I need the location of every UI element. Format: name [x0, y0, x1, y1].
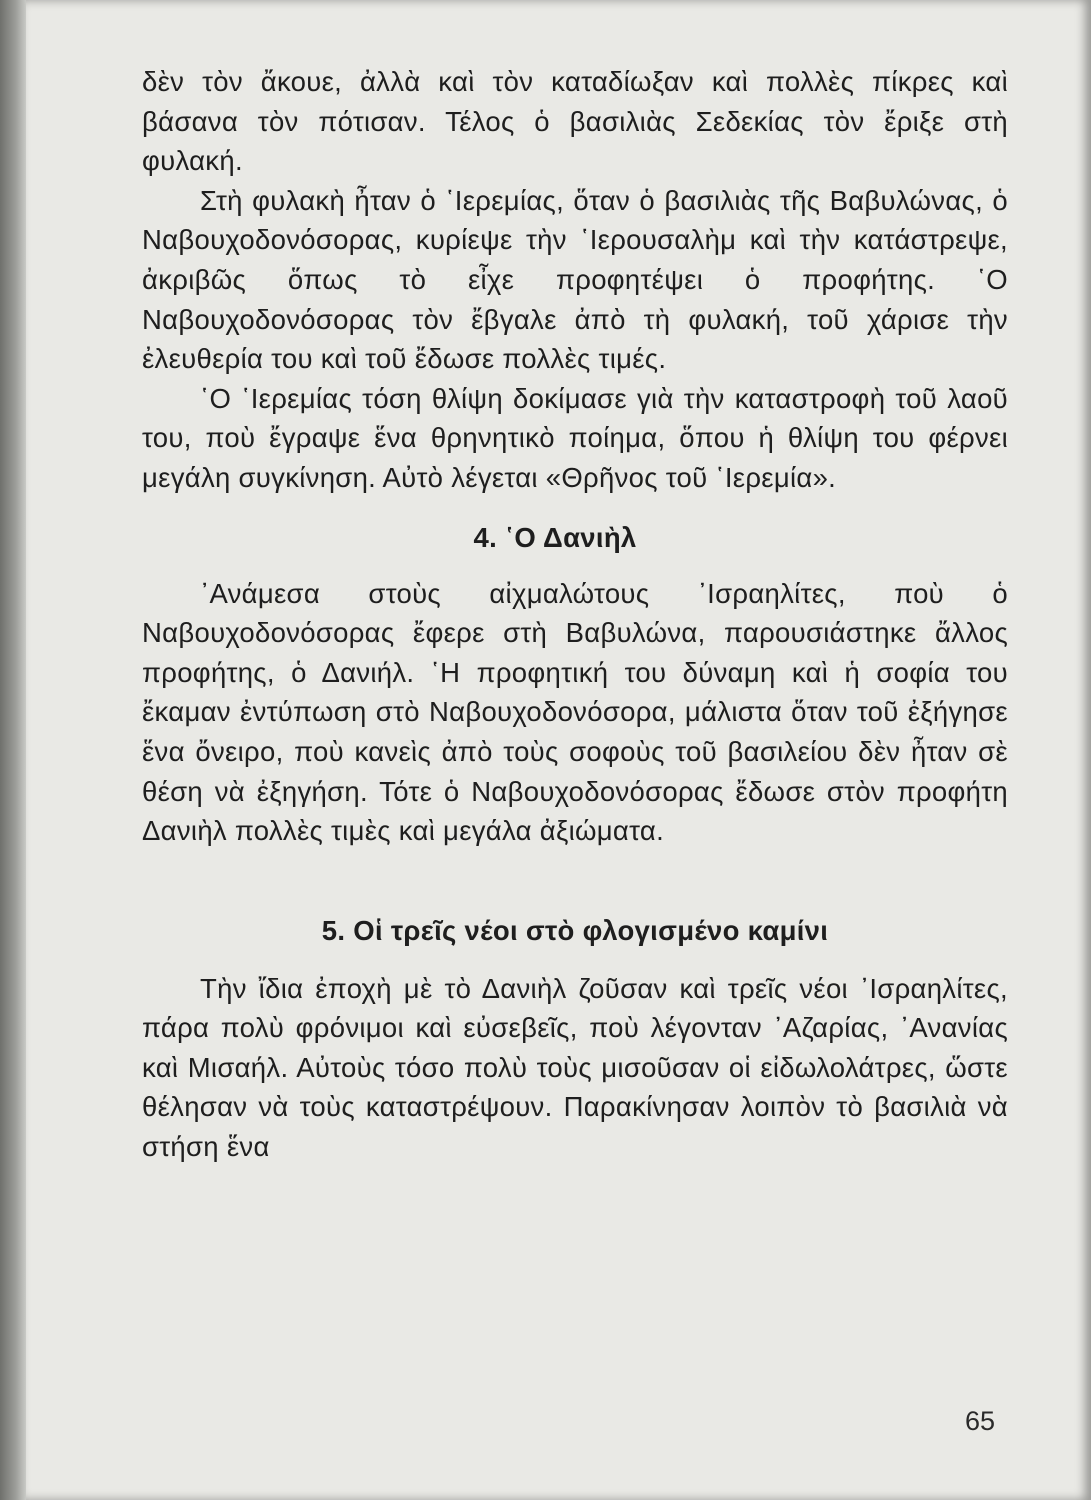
section-heading-daniel: 4. ῾Ο Δανιὴλ [473, 521, 637, 553]
paragraph-lament: ῾Ο ῾Ιερεμίας τόση θλίψη δοκίμασε γιὰ τὴν καταστροφὴ τοῦ λαοῦ του, ποὺ ἔγραψε ἕνα θρηνητικὸ ποίημα, ὅπου ἡ θλίψη του φέρνει μεγάλη συγκίνηση. Αὐτὸ λέγεται «Θρῆνος τοῦ ῾Ιερεμία». [142, 382, 1008, 493]
book-page [26, 0, 1091, 1500]
section-heading-three-youths: 5. Οἱ τρεῖς νέοι στὸ φλογισμένο καμίνι [321, 914, 829, 946]
page-number: 65 [964, 1406, 995, 1436]
paragraph-continuation: δὲν τὸν ἄκουε, ἀλλὰ καὶ τὸν καταδίωξαν καὶ πολλὲς πίκρες καὶ βάσανα τὸν πότισαν. Τέλος ὁ βασιλιὰς Σεδεκίας τὸν ἔριξε στὴ φυλακή. [142, 66, 1008, 177]
page-content [142, 62, 1008, 1167]
paragraph-daniel: ᾿Ανάμεσα στοὺς αἰχμαλώτους ᾿Ισραηλίτες, ποὺ ὁ Ναβουχοδονόσορας ἔφερε στὴ Βαβυλώνα, παρουσιάστηκε ἄλλος προφήτης, ὁ Δανιήλ. ῾Η προφητική του δύναμη καὶ ἡ σοφία του ἔκαμαν ἐντύπωση στὸ Ναβουχοδονόσορα, μάλιστα ὅταν τοῦ ἐξήγησε ἕνα ὄνειρο, ποὺ κανεὶς ἀπὸ τοὺς σοφοὺς τοῦ βασιλείου δὲν ἦταν σὲ θέση νὰ ἐξηγήση. Τότε ὁ Ναβουχοδονόσορας ἔδωσε στὸν προφήτη Δανιὴλ πολλὲς τιμὲς καὶ μεγάλα ἀξιώματα. [142, 577, 1008, 847]
paragraph-prison: Στὴ φυλακὴ ἦταν ὁ ῾Ιερεμίας, ὅταν ὁ βασιλιὰς τῆς Βαβυλώνας, ὁ Ναβουχοδονόσορας, κυρίεψε τὴν ῾Ιερουσαλὴμ καὶ τὴν κατάστρεψε, ἀκριβῶς ὅπως τὸ εἶχε προφητέψει ὁ προφήτης. ῾Ο Ναβουχοδονόσορας τὸν ἔβγαλε ἀπὸ τὴ φυλακή, τοῦ χάρισε τὴν ἐλευθερία του καὶ τοῦ ἔδωσε πολλὲς τιμές. [142, 184, 1008, 375]
book-gutter [0, 0, 26, 1500]
paragraph-three-youths: Τὴν ἴδια ἐποχὴ μὲ τὸ Δανιὴλ ζοῦσαν καὶ τρεῖς νέοι ᾿Ισραηλίτες, πάρα πολὺ φρόνιμοι καὶ εὐσεβεῖς, ποὺ λέγονταν ᾿Αζαρίας, ᾿Ανανίας καὶ Μισαήλ. Αὐτοὺς τόσο πολὺ τοὺς μισοῦσαν οἱ εἰδωλολάτρες, ὥστε θέλησαν νὰ τοὺς καταστρέψουν. Παρακίνησαν λοιπὸν τὸ βασιλιὰ νὰ στήση ἕνα [142, 972, 1008, 1163]
